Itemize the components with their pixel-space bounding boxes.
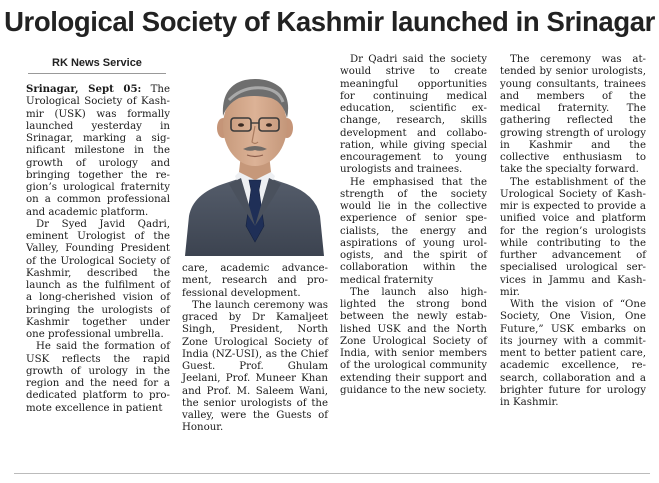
article-column-1 (26, 83, 170, 415)
byline: RK News Service (52, 57, 142, 69)
paragraph: The launch ceremony was graced by Dr Kamaljeet Singh, President, North Zone Urological Society of India (NZ-USI), as the Chief Guest. Prof. Ghulam Jeelani, Prof. Muneer Khan and Prof. M. Saleem Wani, the senior urologists of the valley, were the Guests of Honour. (182, 299, 328, 434)
paragraph: The establishment of the Urological Society of Kashmir is expected to provide a unified voice and platform for the region’s urologists while contributing to the further advancement of specialised urological services in Jammu and Kashmir. (500, 176, 646, 298)
bottom-divider (14, 473, 650, 474)
portrait-icon (183, 66, 326, 256)
article-column-2 (182, 263, 328, 435)
paragraph: Dr Syed Javid Qadri, eminent Urologist of the Valley, Founding President of the Urological Society of Kashmir, described the launch as the fulfilment of a long-cherished vision of bringing the urologists of Kashmir together under one professional umbrella. (26, 218, 170, 340)
paragraph-text: The Urological Society of Kashmir (USK) was formally launched yesterday in Srinagar, marking a significant milestone in the growth of urology and bringing together the region’s urological fraternity on a common professional and academic platform. (26, 84, 170, 218)
paragraph: The launch also highlighted the strong bond between the newly established USK and the North Zone Urological Society of India, with senior members of the urological community extending their support and guidance to the new society. (340, 286, 487, 396)
article-column-3 (340, 54, 487, 397)
paragraph (26, 83, 170, 219)
dateline: Srinagar, Sept 05: (26, 83, 142, 95)
byline-divider (28, 73, 166, 74)
paragraph: He emphasised that the strength of the society would lie in the collective experience of senior specialists, the energy and aspirations of young urologists, and the spirit of collaboration within the medical fraternity (340, 176, 487, 286)
paragraph: He said the formation of USK reflects the rapid growth of urology in the region and the need for a dedicated platform to promote excellence in patient (26, 341, 170, 414)
article-column-4 (500, 54, 646, 409)
paragraph: With the vision of “One Society, One Vision, One Future,” USK embarks on its journey with a commitment to better patient care, academic excellence, research, collaboration and a brighter future for urology in Kashmir. (500, 299, 646, 408)
paragraph: Dr Qadri said the society would strive to create meaningful opportunities for continuing medical education, scientific exchange, research, skills development and collaboration, while giving special encouragement to young urologists and trainees. (340, 54, 487, 176)
portrait-photo (183, 66, 326, 256)
paragraph: The ceremony was attended by senior urologists, young consultants, trainees and members of the medical fraternity. The gathering reflected the growing strength of urology in Kashmir and the collective enthusiasm to take the specialty forward. (500, 54, 646, 176)
paragraph: care, academic advancement, research and professional development. (182, 263, 328, 299)
headline: Urological Society of Kashmir launched in Srinagar (4, 6, 655, 37)
